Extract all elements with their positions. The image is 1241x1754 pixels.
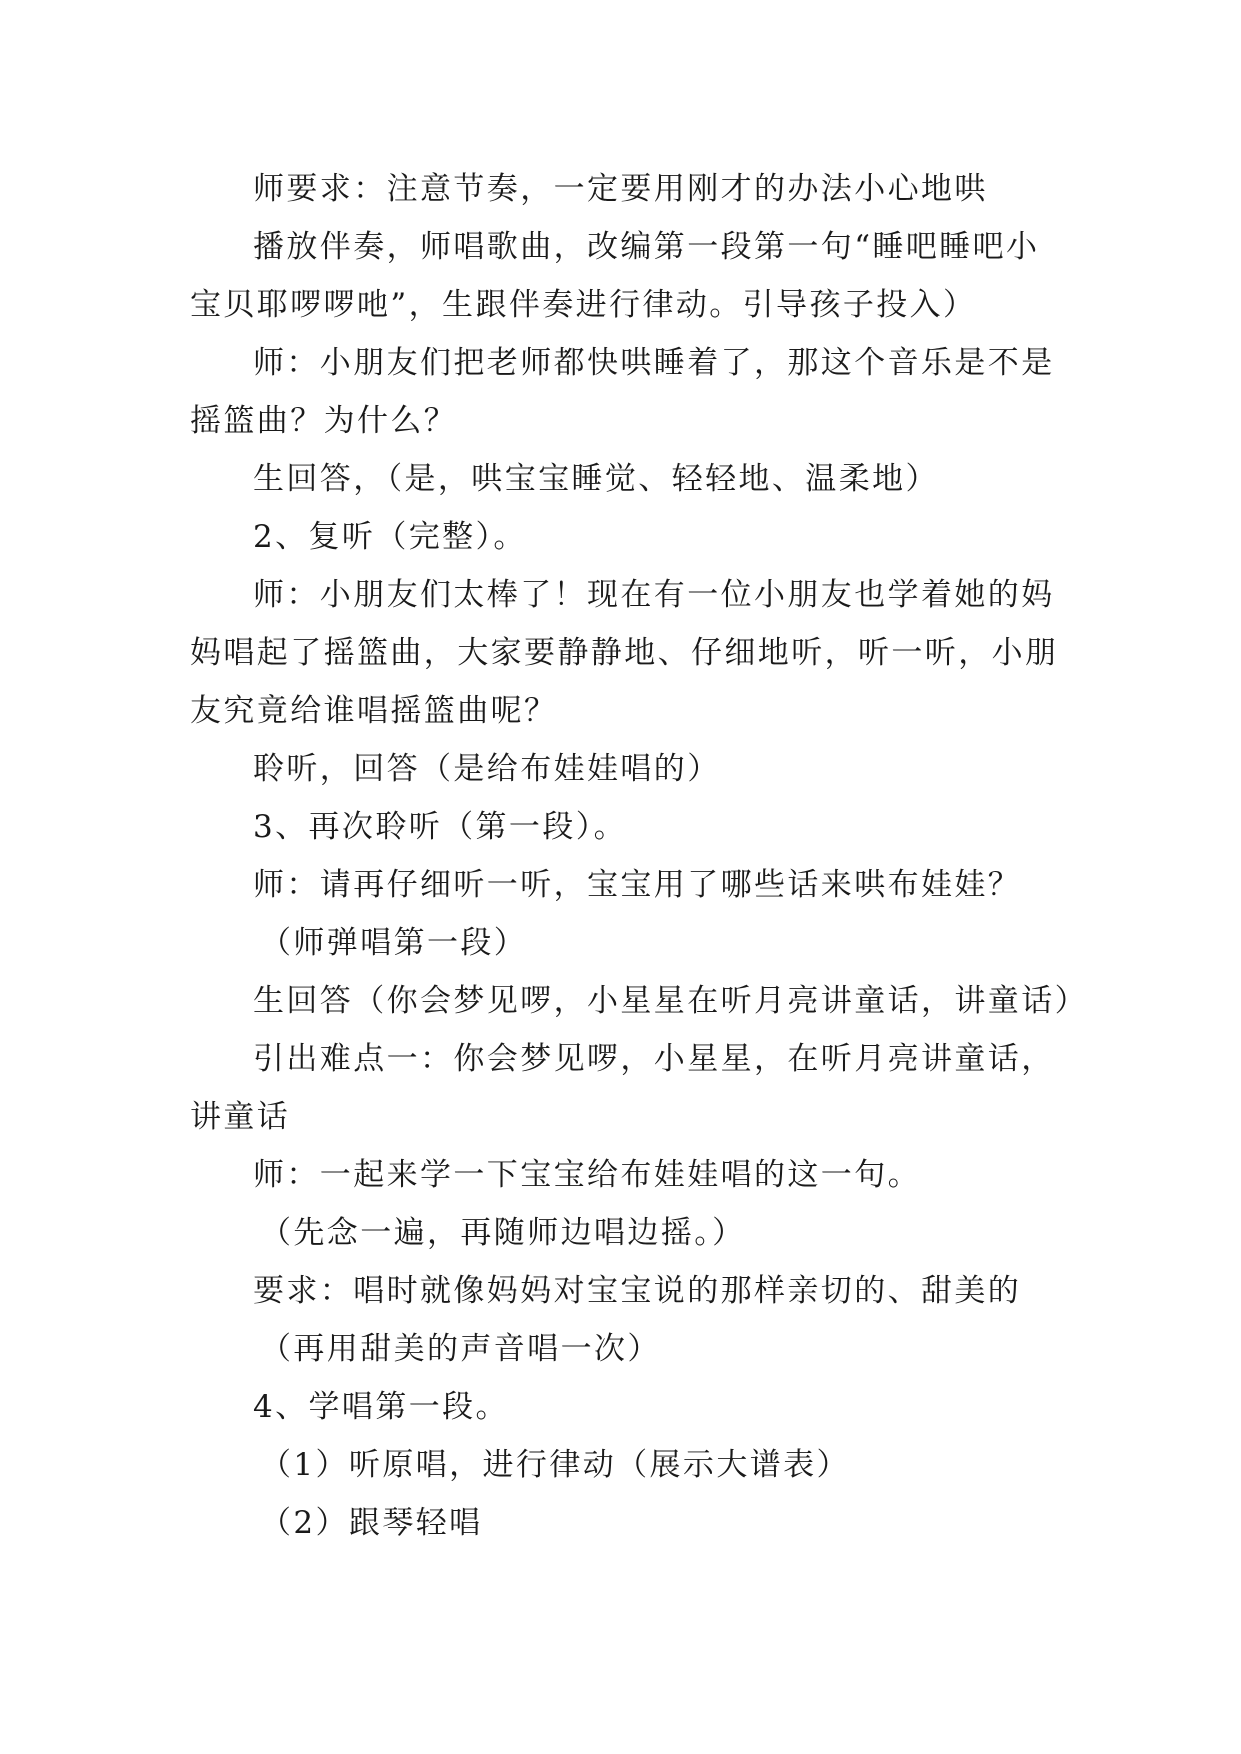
text-line: （师弹唱第一段） (260, 925, 528, 961)
text-line: 聆听，回答（是给布娃娃唱的） (253, 751, 721, 787)
document-body (190, 160, 1088, 1552)
text-line: 2、复听（完整）。 (253, 519, 527, 555)
text-line: 4、学唱第一段。 (253, 1389, 509, 1425)
text-line: 师：请再仔细听一听，宝宝用了哪些话来哄布娃娃？ (253, 867, 1022, 903)
text-line: 生回答，（是，哄宝宝睡觉、轻轻地、温柔地） (253, 461, 939, 497)
text-line: 师：小朋友们太棒了！现在有一位小朋友也学着她的妈 (253, 577, 1055, 613)
text-line: 3、再次聆听（第一段）。 (253, 809, 628, 845)
text-line: 宝贝耶啰啰吔”，生跟伴奏进行律动。引导孩子投入） (190, 287, 977, 323)
text-line: 摇篮曲？为什么？ (190, 403, 458, 439)
text-line: 引出难点一：你会梦见啰，小星星，在听月亮讲童话， (253, 1041, 1055, 1077)
text-line: （先念一遍，再随师边唱边摇。） (260, 1215, 746, 1251)
text-line: 生回答（你会梦见啰，小星星在听月亮讲童话，讲童话） (253, 983, 1088, 1019)
text-line: 师要求：注意节奏，一定要用刚才的办法小心地哄 (253, 171, 988, 207)
text-line: 讲童话 (190, 1099, 291, 1135)
text-line: 师：小朋友们把老师都快哄睡着了，那这个音乐是不是 (253, 345, 1055, 381)
text-line: （2）跟琴轻唱 (260, 1505, 483, 1541)
text-line: 播放伴奏，师唱歌曲，改编第一段第一句“睡吧睡吧小 (253, 229, 1040, 265)
text-line: （1）听原唱，进行律动（展示大谱表） (260, 1447, 850, 1483)
text-line: 师：一起来学一下宝宝给布娃娃唱的这一句。 (253, 1157, 921, 1193)
text-line: 友究竟给谁唱摇篮曲呢？ (190, 693, 558, 729)
text-line: 妈唱起了摇篮曲，大家要静静地、仔细地听，听一听，小朋 (190, 635, 1059, 671)
text-line: 要求：唱时就像妈妈对宝宝说的那样亲切的、甜美的 (253, 1273, 1022, 1309)
text-line: （再用甜美的声音唱一次） (260, 1331, 661, 1367)
